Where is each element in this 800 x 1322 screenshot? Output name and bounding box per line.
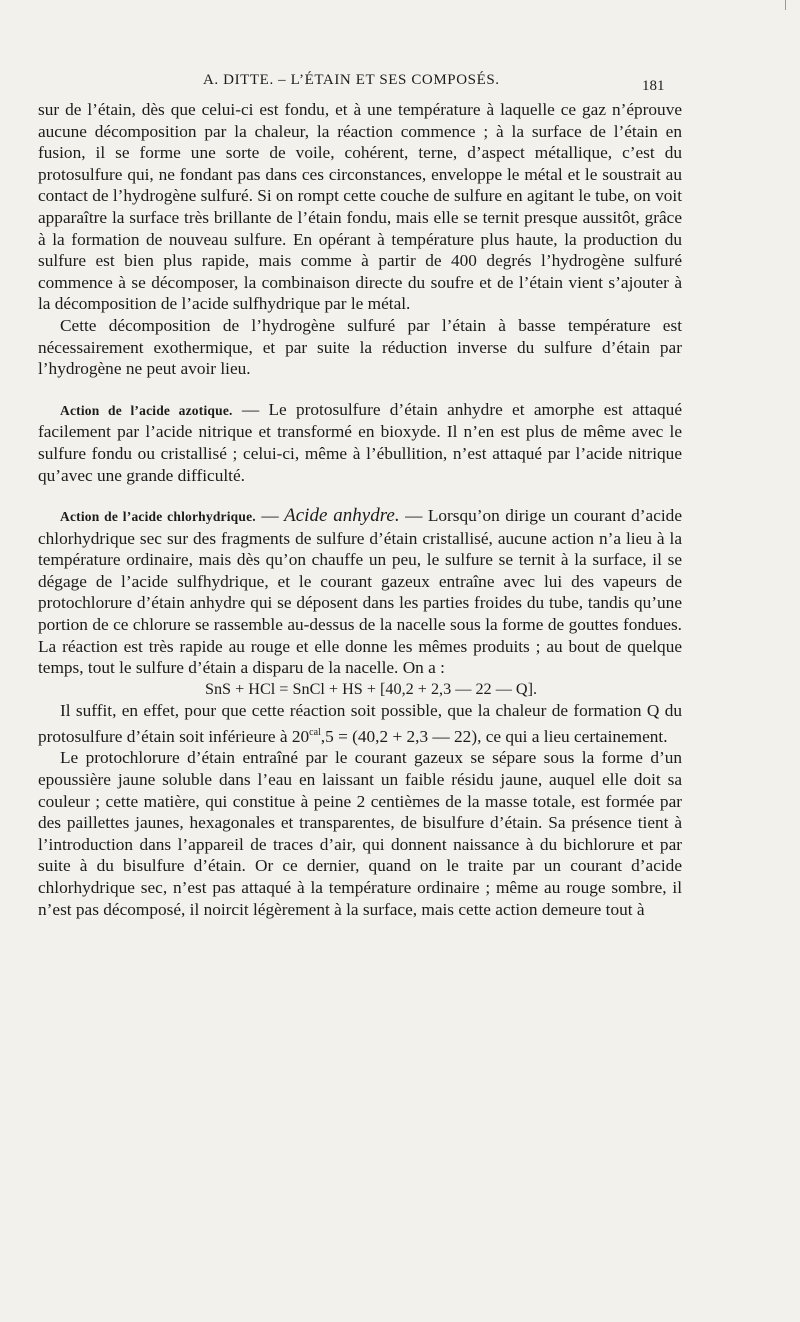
section-heading-nitric-acid: Action de l’acide azotique.	[60, 402, 233, 418]
paragraph-hydrochloric-acid-text: — Lorsqu’on dirige un courant d’acide chlorhydrique sec sur des fragments de sulfure d’étain cristallisé, aucune action n’a lieu à la température ordinaire, mais dès qu’on chauffe un peu, le sulfure se ternit à la surface, il se dégage de l’acide sulfhydrique, et le courant gazeux entraîne avec lui des vapeurs de protochlorure d’étain anhydre qui se déposent dans les parties froides du tube, tandis qu’une portion de ce chlorure se rassemble au-dessus de la nacelle sous la forme de gouttes fondues. La réaction est très rapide au rouge et elle donne les mêmes produits ; au bout de quelque temps, tout le sulfure d’étain a disparu de la nacelle. On a :	[38, 506, 682, 678]
section-heading-hydrochloric-acid: Action de l’acide chlorhydrique.	[60, 509, 256, 525]
page-header	[0, 72, 800, 98]
paragraph-1: sur de l’étain, dès que celui-ci est fondu, et à une température à laquelle ce gaz n’éprouve aucune décomposition par la chaleur, la réaction commence ; à la surface de l’étain en fusion, il se forme une sorte de voile, cohérent, terne, d’aspect métallique, c’est du protosulfure qui, ne fondant pas dans ces circonstances, enveloppe le métal et le soustrait au contact de l’hydrogène sulfuré. Si on rompt cette couche de sulfure en agitant le tube, on voit apparaître la surface très brillante de l’étain fondu, mais elle se ternit presque aussitôt, grâce à la formation de nouveau sulfure. En opérant à température plus haute, la production du sulfure est bien plus rapide, mais comme à partir de 400 degrés l’hydrogène sulfuré commence à se décomposer, la combinaison directe du soufre et de l’étain vient s’ajouter à la décomposition de l’acide sulfhydrique par le métal.	[38, 100, 682, 314]
chemical-equation: SnS + HCl = SnCl + HS + [40,2 + 2,3 — 22 — Q].	[204, 679, 538, 698]
paragraph-6: Le protochlorure d’étain entraîné par le courant gazeux se sépare sous la forme d’un epoussière jaune soluble dans l’eau en laissant un faible résidu jaune, auquel elle doit sa couleur ; cette matière, qui constitue à peine 2 centièmes de la masse totale, est formée par des paillettes jaunes, hexagonales et transparentes, de bisulfure d’étain. Sa présence tient à l’introduction dans l’appareil de traces d’air, qui donnent naissance à du bichlorure et par suite à du bisulfure d’étain. Or ce dernier, quand on le traite par un courant d’acide chlorhydrique sec, n’est pas attaqué à la température ordinaire ; même au rouge sombre, il n’est pas décomposé, il noircit légèrement à la surface, mais cette action demeure tout à	[38, 748, 682, 919]
page-edge-mark	[785, 0, 800, 10]
paragraph-nitric-acid-text: — Le protosulfure d’étain anhydre et amorphe est attaqué facilement par l’acide nitrique et transformé en bioxyde. Il n’en est plus de même avec le sulfure fondu ou cristallisé ; celui-ci, même à l’ébullition, n’est attaqué par l’acide nitrique qu’avec une grande difficulté.	[38, 399, 682, 485]
paragraph-5-text-start: Il suffit, en effet, pour que cette réaction soit possible, que la chaleur de formation Q du protosulfure d’étain soit inférieure à 20	[38, 701, 682, 746]
paragraph-hydrochloric-acid	[38, 505, 682, 679]
calorie-superscript: cal	[309, 727, 321, 739]
paragraph-nitric-acid	[38, 399, 682, 486]
page-number: 181	[642, 78, 665, 94]
body-text	[38, 99, 682, 920]
paragraph-2: Cette décomposition de l’hydrogène sulfuré par l’étain à basse température est nécessairement exothermique, et par suite la réduction inverse du sulfure d’étain par l’hydrogène ne peut avoir lieu.	[38, 315, 682, 379]
subheading-anhydrous-acid: Acide anhydre.	[284, 505, 400, 527]
running-title: A. DITTE. – L’ÉTAIN ET SES COMPOSÉS.	[203, 72, 500, 88]
paragraph-5-text-end: ,5 = (40,2 + 2,3 — 22), ce qui a lieu certainement.	[320, 726, 668, 746]
heading-dash: —	[255, 506, 285, 526]
paragraph-5	[38, 700, 682, 747]
